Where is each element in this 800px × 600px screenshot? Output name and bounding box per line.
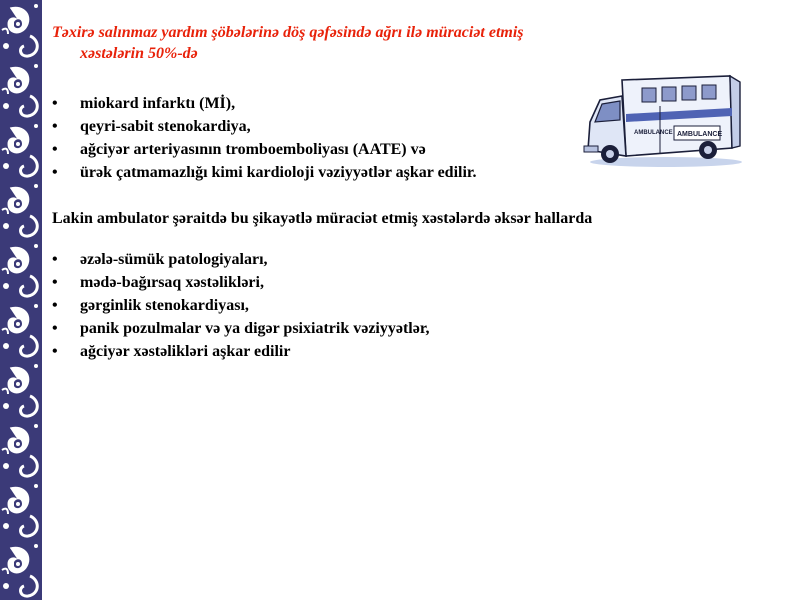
- decorative-paisley-border: [0, 0, 42, 600]
- list-item: • gərginlik stenokardiyası,: [52, 296, 429, 319]
- list-item: • ağciyər arteriyasının tromboemboliyası (AATE) və: [52, 140, 477, 163]
- slide-heading: [52, 22, 752, 64]
- list-item: • əzələ-sümük patologiyaları,: [52, 250, 429, 273]
- heading-line-2: xəstələrin 50%-də: [80, 45, 198, 62]
- ambulatory-paragraph: Lakin ambulator şəraitdə bu şikayətlə müraciət etmiş xəstələrdə əksər hallarda: [52, 210, 593, 227]
- list-item: • mədə-bağırsaq xəstəlikləri,: [52, 273, 429, 296]
- ambulance-icon: [582, 70, 744, 175]
- list-item: • ürək çatmamazlığı kimi kardioloji vəziyyətlər aşkar edilir.: [52, 163, 477, 186]
- ambulatory-conditions-list: [52, 250, 429, 365]
- ambulance-panel-label: AMBULANCE: [677, 131, 723, 138]
- list-item: • ağciyər xəstəlikləri aşkar edilir: [52, 342, 429, 365]
- ambulance-side-label: AMBULANCE: [634, 130, 673, 136]
- list-item: • miokard infarktı (Mİ),: [52, 94, 477, 117]
- list-item: • panik pozulmalar və ya digər psixiatrik vəziyyətlər,: [52, 319, 429, 342]
- heading-line-1: Təxirə salınmaz yardım şöbələrinə döş qəfəsində ağrı ilə müraciət etmiş: [52, 24, 524, 41]
- cardiac-conditions-list: [52, 94, 477, 186]
- list-item: • qeyri-sabit stenokardiya,: [52, 117, 477, 140]
